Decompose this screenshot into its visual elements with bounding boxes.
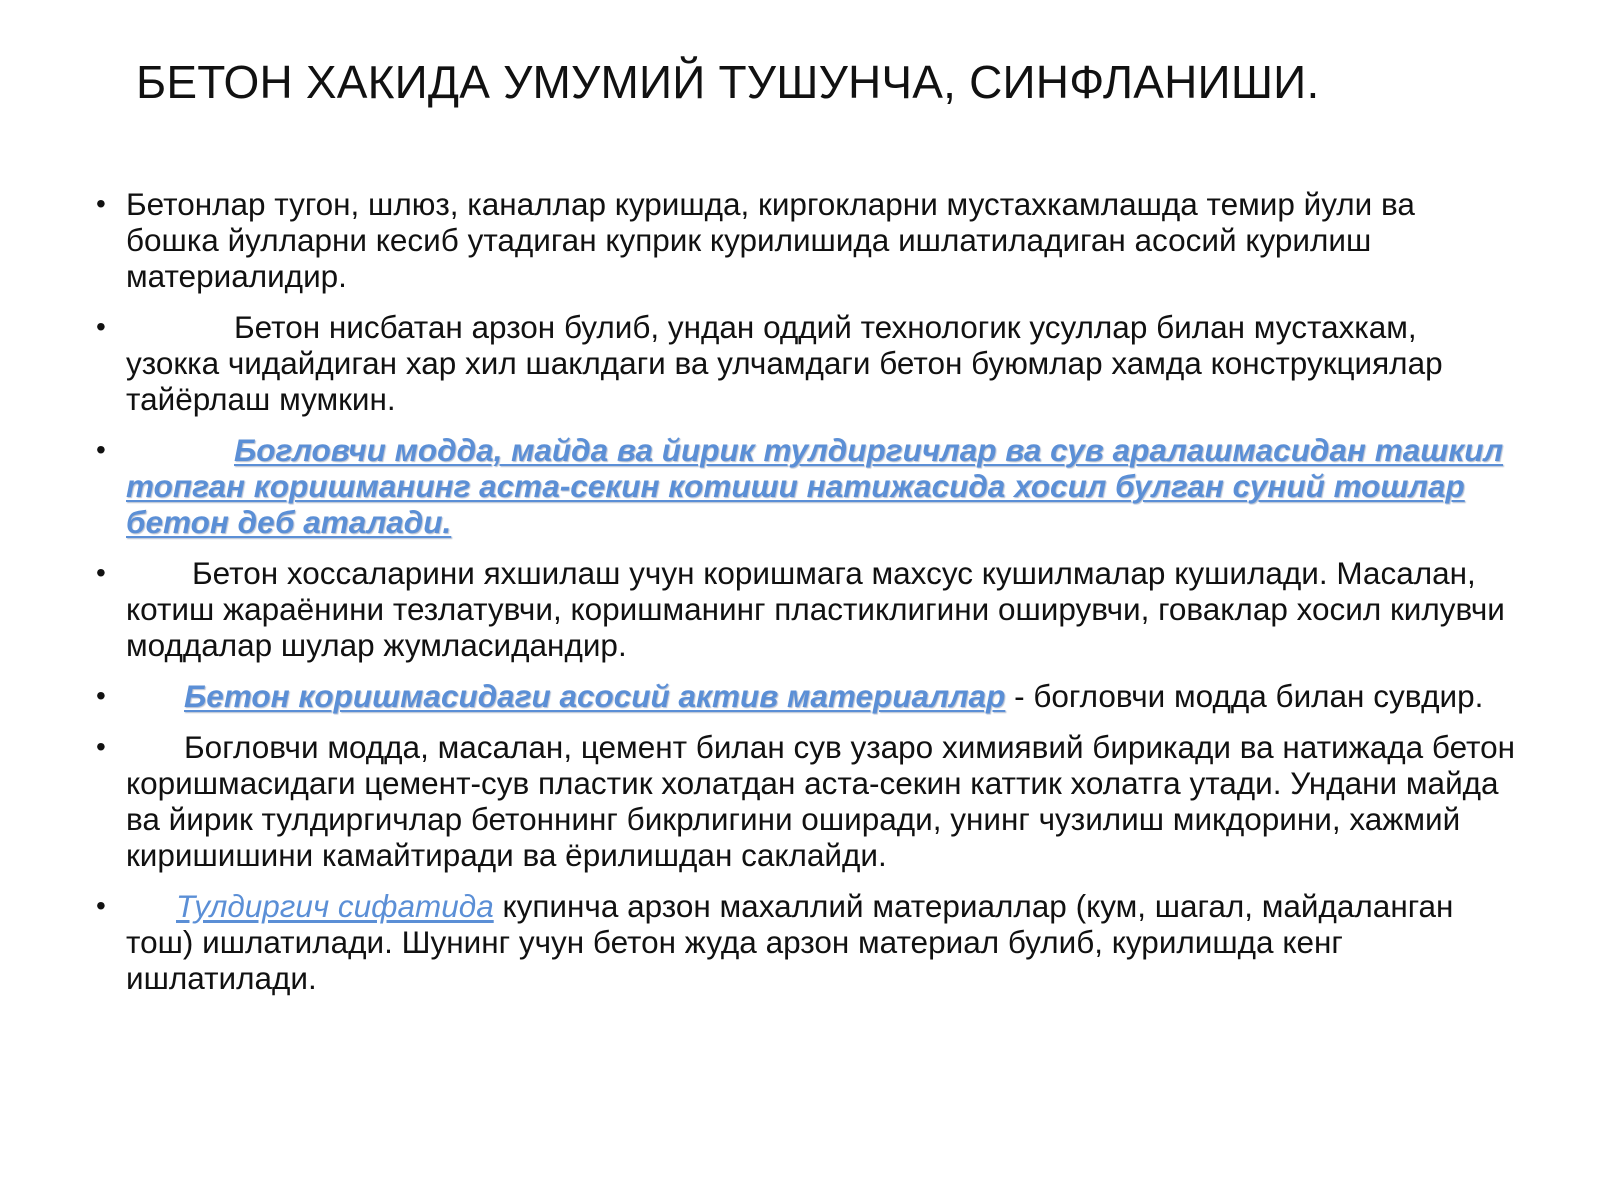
active-materials-link[interactable]: Бетон коришмасидаги асосий актив материаллар: [184, 678, 1006, 714]
bullet-icon: •: [96, 557, 106, 588]
bullet-icon: •: [96, 188, 106, 219]
bullet-text: Бетон нисбатан арзон булиб, ундан оддий технологик усуллар билан мустахкам, узокка чидайдиган хар хил шаклдаги ва улчамдаги бетон буюмлар хамда конструкциялар тайёрлаш мумкин.: [126, 309, 1443, 417]
bullet-icon: •: [96, 434, 106, 465]
bullet-item: [96, 888, 1516, 996]
bullet-item: [96, 678, 1516, 714]
bullet-text: - богловчи модда билан сувдир.: [1005, 678, 1484, 714]
slide-title: БЕТОН ХАКИДА УМУМИЙ ТУШУНЧА, СИНФЛАНИШИ.: [136, 56, 1320, 108]
bullet-item: [96, 729, 1516, 873]
bullet-icon: •: [96, 311, 106, 342]
bullet-text: Бетонлар тугон, шлюз, каналлар куришда, киргокларни мустахкамлашда темир йули ва бошка йулларни кесиб утадиган куприк курилишида ишлатиладиган асосий курилиш материалидир.: [126, 186, 1415, 294]
bullet-text: купинча арзон махаллий материаллар (кум, шагал, майдаланган тош) ишлатилади. Шунинг учун бетон жуда арзон материал булиб, курилишда кенг ишлатилади.: [126, 888, 1454, 996]
bullet-item: [96, 186, 1516, 294]
concrete-definition-link[interactable]: Богловчи модда, майда ва йирик тулдиргичлар ва сув аралашмасидан ташкил топган коришманинг аста-секин котиши натижасида хосил булган суний тошлар бетон деб аталади.: [126, 432, 1504, 540]
bullet-item: [96, 555, 1516, 663]
bullet-item: [96, 432, 1516, 540]
filler-link[interactable]: Тулдиргич сифатида: [176, 888, 494, 924]
bullet-icon: •: [96, 890, 106, 921]
bullet-list: [96, 186, 1516, 1011]
bullet-icon: •: [96, 680, 106, 711]
bullet-item: [96, 309, 1516, 417]
bullet-text: Богловчи модда, масалан, цемент билан сув узаро химиявий бирикади ва натижада бетон коришмасидаги цемент-сув пластик холатдан аста-секин каттик холатга утади. Ундани майда ва йирик тулдиргичлар бетоннинг бикрлигини оширади, унинг чузилиш микдорини, хажмий киришишини камайтиради ва ёрилишдан саклайди.: [126, 729, 1516, 873]
bullet-text: Бетон хоссаларини яхшилаш учун коришмага махсус кушилмалар кушилади. Масалан, котиш жараёнини тезлатувчи, коришманинг пластиклигини оширувчи, говаклар хосил килувчи моддалар шулар жумласидандир.: [126, 555, 1505, 663]
bullet-icon: •: [96, 731, 106, 762]
